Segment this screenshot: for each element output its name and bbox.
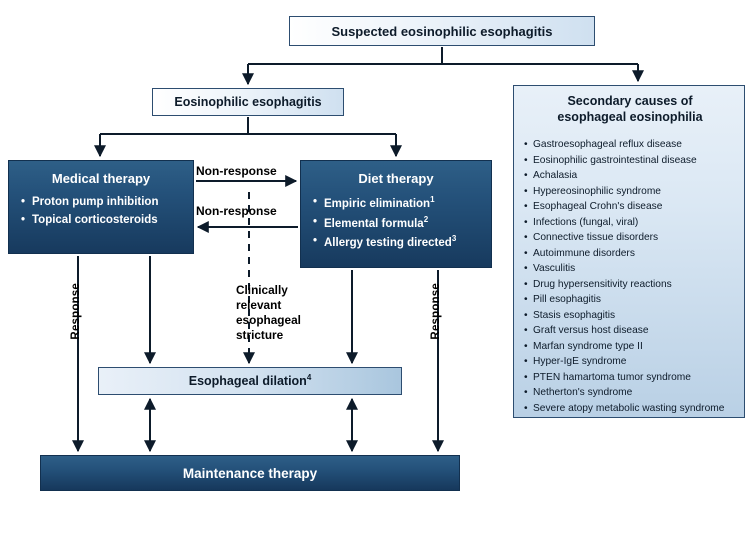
- node-diet-therapy-title: Diet therapy: [358, 171, 434, 186]
- node-esophageal-dilation-label: [99, 373, 401, 388]
- node-eosinophilic-esophagitis-label: Eosinophilic esophagitis: [174, 95, 322, 109]
- node-esophageal-dilation-text: Esophageal dilation: [188, 374, 307, 389]
- node-suspected-eoe[interactable]: [289, 16, 595, 46]
- node-suspected-eoe-label: Suspected eosinophilic esophagitis: [331, 23, 553, 39]
- list-item: • Pill esophagitis: [524, 292, 736, 308]
- panel-title-line2: esophageal eosinophilia: [557, 109, 703, 124]
- list-item: • Topical corticosteroids: [21, 212, 185, 230]
- node-medical-therapy-title: Medical therapy: [51, 171, 151, 186]
- list-item: • Severe atopy metabolic wasting syndrome: [524, 401, 736, 417]
- list-item: • Infections (fungal, viral): [524, 215, 736, 231]
- list-item-text: Empiric elimination: [324, 197, 431, 210]
- edge-label-stricture: Clinically relevant esophageal stricture: [236, 283, 301, 343]
- list-item: • Esophageal Crohn's disease: [524, 199, 736, 215]
- list-item: • Netherton's syndrome: [524, 385, 736, 401]
- secondary-causes-list: [524, 137, 736, 416]
- panel-secondary-causes-title: [524, 94, 736, 125]
- list-item: • Gastroesophageal reflux disease: [524, 137, 736, 153]
- list-item: • Vasculitis: [524, 261, 736, 277]
- list-item: • Hyper-IgE syndrome: [524, 354, 736, 370]
- edge-label-response-right: Response: [430, 283, 442, 340]
- edge-label-response-left: Response: [70, 283, 82, 340]
- footnote-marker: 1: [430, 195, 435, 204]
- list-item: • Connective tissue disorders: [524, 230, 736, 246]
- edge-label-non-response-bottom: Non-response: [196, 204, 277, 218]
- node-medical-therapy[interactable]: [8, 160, 194, 254]
- node-diet-therapy[interactable]: [300, 160, 492, 268]
- diet-therapy-bullets: [309, 194, 483, 253]
- footnote-marker: 3: [451, 234, 457, 244]
- list-item: • Eosinophilic gastrointestinal disease: [524, 153, 736, 169]
- medical-therapy-bullets: [17, 194, 185, 230]
- list-item: • Graft versus host disease: [524, 323, 736, 339]
- list-item: • Marfan syndrome type II: [524, 339, 736, 355]
- list-item: • Achalasia: [524, 168, 736, 184]
- node-maintenance-therapy[interactable]: [40, 455, 460, 491]
- list-item: • Autoimmune disorders: [524, 246, 736, 262]
- panel-title-line1: Secondary causes of: [567, 94, 693, 108]
- list-item-text: Allergy testing directed: [324, 237, 452, 250]
- node-eosinophilic-esophagitis[interactable]: [152, 88, 344, 116]
- list-item: • Proton pump inhibition: [21, 194, 185, 212]
- list-item: • Drug hypersensitivity reactions: [524, 277, 736, 293]
- list-item: [313, 214, 483, 234]
- node-maintenance-therapy-label: Maintenance therapy: [182, 465, 318, 481]
- list-item: • Hypereosinophilic syndrome: [524, 184, 736, 200]
- footnote-marker: 4: [306, 373, 312, 383]
- list-item: • PTEN hamartoma tumor syndrome: [524, 370, 736, 386]
- node-esophageal-dilation[interactable]: [98, 367, 402, 395]
- panel-secondary-causes[interactable]: [513, 85, 745, 418]
- list-item: [313, 194, 483, 214]
- edge-label-non-response-top: Non-response: [196, 164, 277, 178]
- list-item: • Stasis esophagitis: [524, 308, 736, 324]
- list-item: [313, 233, 483, 253]
- footnote-marker: 2: [423, 214, 429, 224]
- list-item-text: Elemental formula: [324, 217, 424, 230]
